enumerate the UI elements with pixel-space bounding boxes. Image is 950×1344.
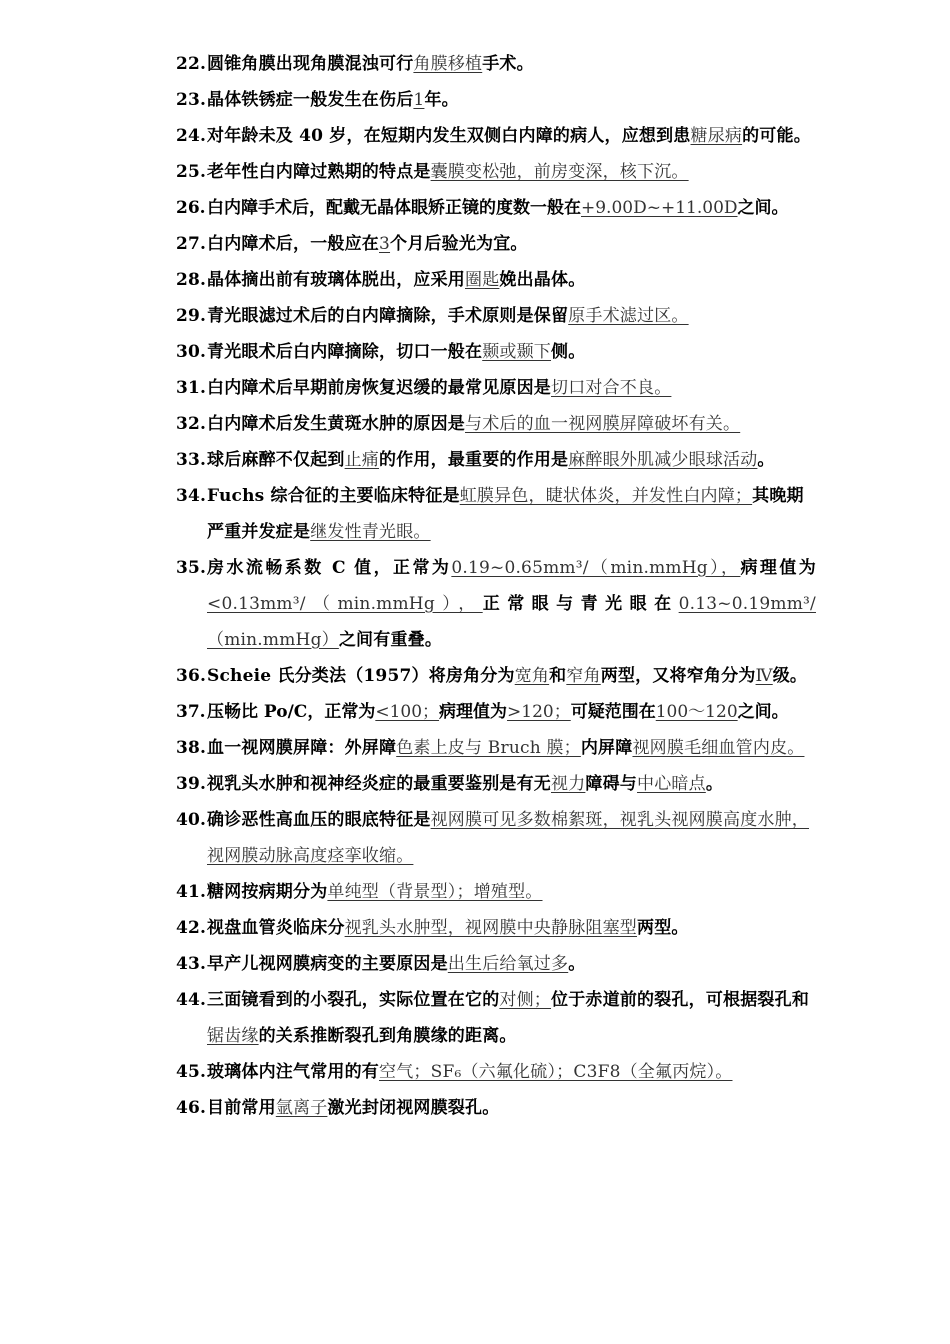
list-item: 42. 视盘血管炎临床分视乳头水肿型，视网膜中央静脉阻塞型两型。 — [176, 910, 816, 946]
list-item: 28. 晶体摘出前有玻璃体脱出，应采用圈匙娩出晶体。 — [176, 262, 816, 298]
answer-text: 视力 — [551, 774, 586, 794]
answer-text: 虹膜异色，睫状体炎，并发性白内障； — [459, 486, 753, 506]
list-item: 29. 青光眼滤过术后的白内障摘除，手术原则是保留原手术滤过区。 — [176, 298, 816, 334]
list-item: 24. 对年龄未及 40 岁，在短期内发生双侧白内障的病人，应想到患糖尿病的可能。 — [176, 118, 816, 154]
answer-text: Ⅳ — [755, 666, 773, 686]
answer-text: 窄角 — [566, 666, 601, 686]
list-item: 39. 视乳头水肿和视神经炎症的最重要鉴别是有无视力障碍与中心暗点。 — [176, 766, 816, 802]
list-item: 33. 球后麻醉不仅起到止痛的作用，最重要的作用是麻醉眼外肌减少眼球活动。 — [176, 442, 816, 478]
item-number: 29. — [176, 306, 207, 326]
list-item: 37. 压畅比 Po/C，正常为<100；病理值为>120；可疑范围在100～120之间。 — [176, 694, 816, 730]
list-item: 46. 目前常用氩离子激光封闭视网膜裂孔。 — [176, 1090, 816, 1126]
item-number: 40. — [176, 810, 207, 830]
item-number: 22. — [176, 54, 207, 74]
answer-text: 对侧； — [499, 990, 552, 1010]
answer-text: 止痛 — [344, 450, 380, 470]
item-number: 27. — [176, 234, 207, 254]
item-number: 28. — [176, 270, 207, 290]
answer-text: 1 — [413, 90, 425, 110]
answer-text: 与术后的血一视网膜屏障破坏有关。 — [465, 414, 741, 434]
list-item: 22. 圆锥角膜出现角膜混浊可行角膜移植手术。 — [176, 46, 816, 82]
answer-text: 锯齿缘 — [207, 1026, 259, 1046]
item-number: 42. — [176, 918, 207, 938]
list-item: 41. 糖网按病期分为单纯型（背景型）；增殖型。 — [176, 874, 816, 910]
answer-text: 色素上皮与 Bruch 膜； — [396, 738, 581, 758]
answer-text: 继发性青光眼。 — [310, 522, 431, 542]
answer-text: 圈匙 — [465, 270, 500, 290]
answer-text: <0.13mm³/（min.mmHg）， — [207, 594, 483, 614]
item-number: 37. — [176, 702, 206, 722]
list-item: 32. 白内障术后发生黄斑水肿的原因是与术后的血一视网膜屏障破坏有关。 — [176, 406, 816, 442]
answer-text: >120； — [507, 702, 571, 722]
item-number: 36. — [176, 666, 207, 686]
answer-text: 糖尿病 — [690, 126, 743, 146]
answer-text: 宽角 — [514, 666, 550, 686]
answer-text: 颞或颞下 — [482, 342, 552, 362]
item-number: 33. — [176, 450, 207, 470]
list-item: 36. Scheie 氏分类法（1957）将房角分为宽角和窄角两型，又将窄角分为Ⅳ级。 — [176, 658, 816, 694]
answer-text: 视乳头水肿型，视网膜中央静脉阻塞型 — [344, 918, 638, 938]
item-number: 41. — [176, 882, 207, 902]
item-number: 24. — [176, 126, 207, 146]
item-number: 44. — [176, 990, 207, 1010]
answer-text: 空气；SF₆（六氟化硫）；C3F8（全氟丙烷）。 — [379, 1062, 733, 1082]
list-item: 23. 晶体铁锈症一般发生在伤后1年。 — [176, 82, 816, 118]
item-number: 23. — [176, 90, 207, 110]
answer-text: <100； — [375, 702, 440, 722]
list-item: 30. 青光眼术后白内障摘除，切口一般在颞或颞下侧。 — [176, 334, 816, 370]
answer-text: 出生后给氧过多 — [447, 954, 569, 974]
item-number: 38. — [176, 738, 207, 758]
answer-text: 中心暗点 — [637, 774, 706, 794]
item-number: 25. — [176, 162, 207, 182]
list-item: 31. 白内障术后早期前房恢复迟缓的最常见原因是切口对合不良。 — [176, 370, 816, 406]
answer-text: 0.13~0.19mm³/（min.mmHg） — [207, 594, 816, 650]
item-number: 46. — [176, 1098, 207, 1118]
answer-text: 切口对合不良。 — [551, 378, 672, 398]
answer-text: 麻醉眼外肌减少眼球活动 — [568, 450, 758, 470]
item-number: 34. — [176, 486, 207, 506]
item-number: 43. — [176, 954, 207, 974]
answer-text: 单纯型（背景型）；增殖型。 — [327, 882, 543, 902]
item-number: 35. — [176, 558, 207, 578]
answer-text: 0.19~0.65mm³/（min.mmHg）， — [451, 558, 741, 578]
list-item: 27. 白内障术后，一般应在3个月后验光为宜。 — [176, 226, 816, 262]
list-item: 25. 老年性白内障过熟期的特点是囊膜变松弛，前房变深，核下沉。 — [176, 154, 816, 190]
list-item: 40. 确诊恶性高血压的眼底特征是视网膜可见多数棉絮斑，视乳头视网膜高度水肿，视网膜动脉高度痉挛收缩。 — [176, 802, 816, 874]
list-item: 44. 三面镜看到的小裂孔，实际位置在它的对侧；位于赤道前的裂孔，可根据裂孔和锯齿缘的关系推断裂孔到角膜缘的距离。 — [176, 982, 816, 1054]
item-number: 30. — [176, 342, 207, 362]
answer-text: 原手术滤过区。 — [568, 306, 689, 326]
answer-text: 角膜移植 — [413, 54, 483, 74]
list-item: 38. 血一视网膜屏障：外屏障色素上皮与 Bruch 膜；内屏障视网膜毛细血管内皮。 — [176, 730, 816, 766]
list-item: 43. 早产儿视网膜病变的主要原因是出生后给氧过多。 — [176, 946, 816, 982]
answer-text: 氩离子 — [275, 1098, 328, 1118]
list-item: 26. 白内障手术后，配戴无晶体眼矫正镜的度数一般在+9.00D~+11.00D之间。 — [176, 190, 816, 226]
item-number: 45. — [176, 1062, 207, 1082]
item-number: 32. — [176, 414, 207, 434]
list-item: 35. 房水流畅系数 C 值，正常为0.19~0.65mm³/（min.mmHg），病理值为<0.13mm³/（min.mmHg），正常眼与青光眼在0.13~0.19mm³/（min.mmHg）之间有重叠。 — [176, 550, 816, 658]
item-number: 39. — [176, 774, 207, 794]
item-number: 26. — [176, 198, 206, 218]
item-number: 31. — [176, 378, 207, 398]
answer-text: 100～120 — [655, 702, 738, 722]
answer-text: 囊膜变松弛，前房变深，核下沉。 — [430, 162, 689, 182]
answer-text: +9.00D~+11.00D — [581, 198, 738, 218]
list-item: 34. Fuchs 综合征的主要临床特征是虹膜异色，睫状体炎，并发性白内障；其晚期严重并发症是继发性青光眼。 — [176, 478, 816, 550]
answer-text: 视网膜毛细血管内皮。 — [632, 738, 805, 758]
answer-text: 视网膜可见多数棉絮斑，视乳头视网膜高度水肿，视网膜动脉高度痉挛收缩。 — [207, 810, 810, 866]
answer-text: 3 — [379, 234, 391, 254]
question-list — [176, 46, 816, 1126]
list-item: 45. 玻璃体内注气常用的有空气；SF₆（六氟化硫）；C3F8（全氟丙烷）。 — [176, 1054, 816, 1090]
